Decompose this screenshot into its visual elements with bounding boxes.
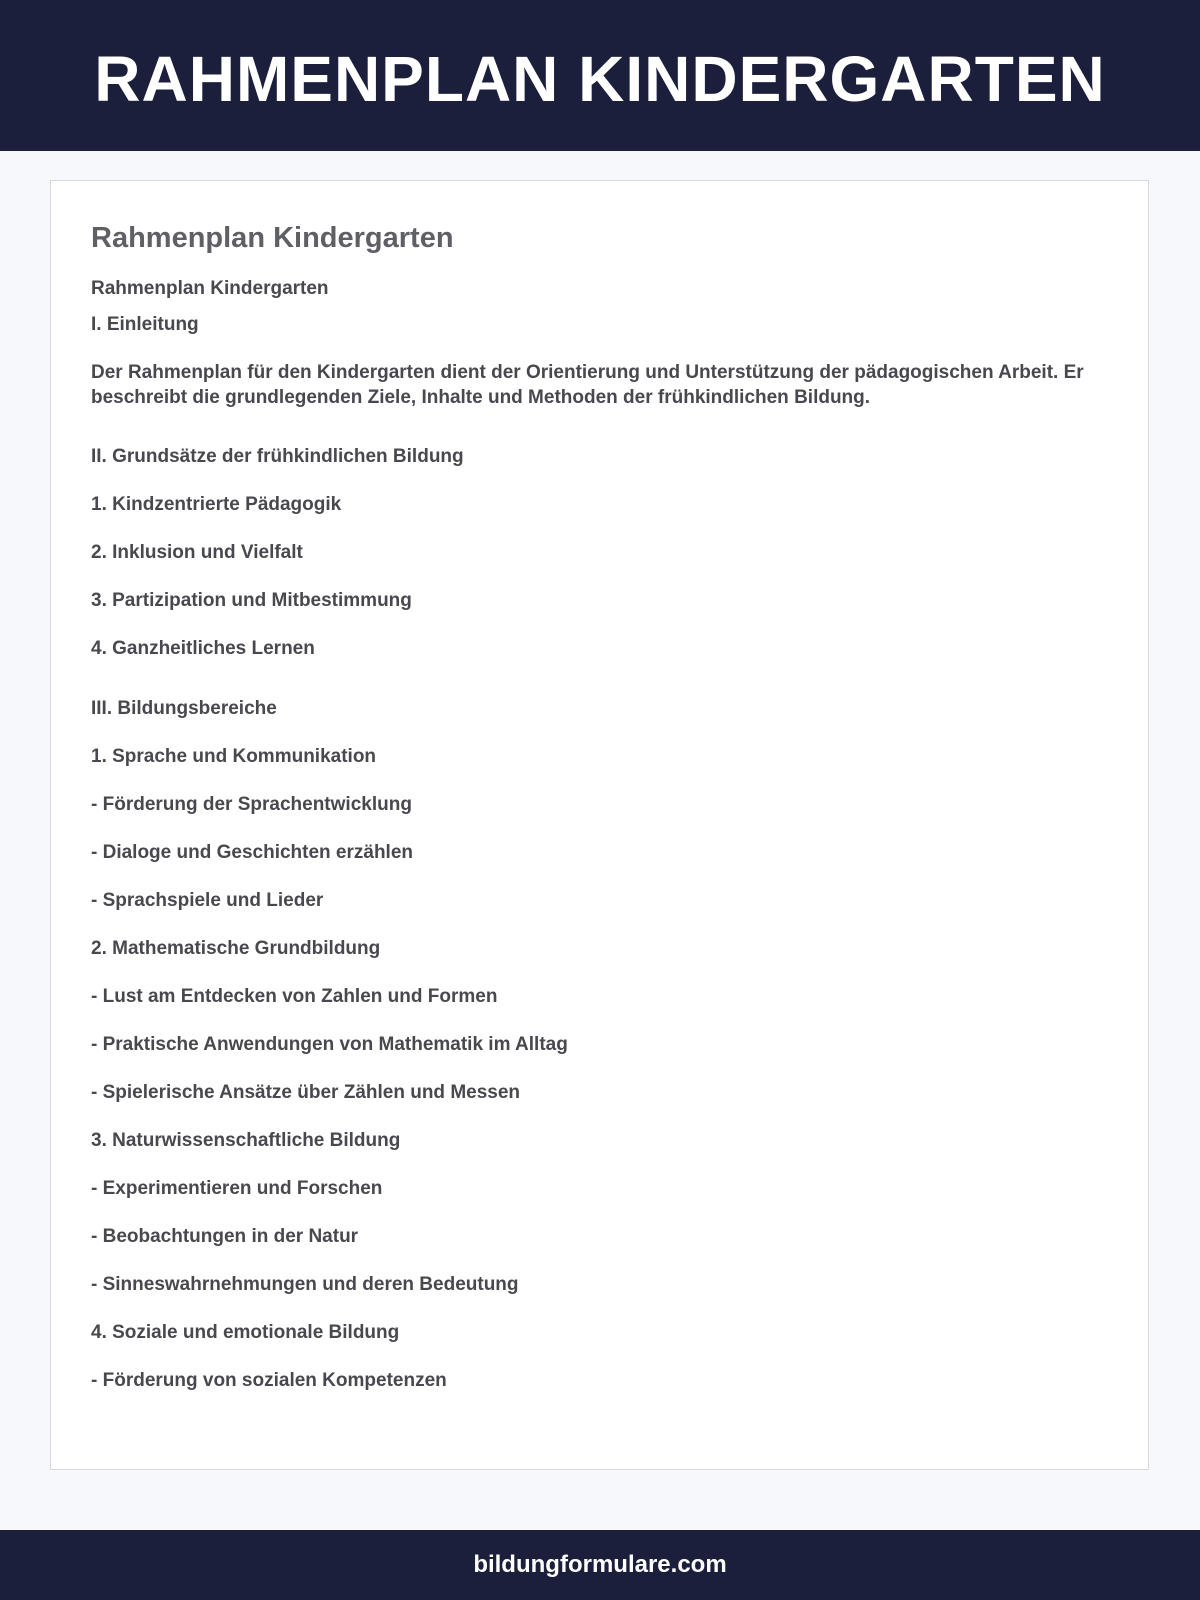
list-item: 2. Inklusion und Vielfalt	[91, 542, 303, 563]
header-title: RAHMENPLAN KINDERGARTEN	[94, 42, 1106, 115]
section-title-einleitung: I. Einleitung	[91, 314, 199, 335]
section-text-einleitung: Der Rahmenplan für den Kindergarten dient der Orientierung und Unterstützung der pädagogischen Arbeit. Er beschreibt die grundlegenden Ziele, Inhalte und Methoden der frühkindlichen Bildung.	[91, 362, 1084, 408]
list-item: - Förderung der Sprachentwicklung	[91, 794, 412, 815]
list-item: - Dialoge und Geschichten erzählen	[91, 842, 414, 863]
list-item: 3. Naturwissenschaftliche Bildung	[91, 1130, 401, 1151]
document-heading: Rahmenplan Kindergarten	[91, 222, 454, 254]
page-footer	[0, 1530, 1200, 1600]
list-item: 1. Sprache und Kommunikation	[91, 746, 377, 767]
section-title-bildungsbereiche: III. Bildungsbereiche	[91, 698, 277, 719]
page-header	[0, 0, 1200, 151]
list-item: - Sprachspiele und Lieder	[91, 890, 324, 911]
list-item: - Beobachtungen in der Natur	[91, 1226, 359, 1247]
list-item: 2. Mathematische Grundbildung	[91, 938, 381, 959]
list-item: - Sinneswahrnehmungen und deren Bedeutung	[91, 1274, 519, 1295]
list-item: 3. Partizipation und Mitbestimmung	[91, 590, 412, 611]
document-subheading: Rahmenplan Kindergarten	[91, 278, 329, 299]
list-item: 4. Soziale und emotionale Bildung	[91, 1322, 400, 1343]
list-item: - Lust am Entdecken von Zahlen und Formen	[91, 986, 498, 1007]
list-item: - Förderung von sozialen Kompetenzen	[91, 1370, 447, 1391]
footer-site: bildungformulare.com	[473, 1551, 727, 1578]
list-item: - Experimentieren und Forschen	[91, 1178, 383, 1199]
list-item: 1. Kindzentrierte Pädagogik	[91, 494, 342, 515]
document-card	[50, 180, 1149, 1470]
section-title-grundsaetze: II. Grundsätze der frühkindlichen Bildung	[91, 446, 464, 467]
list-item: 4. Ganzheitliches Lernen	[91, 638, 315, 659]
list-item: - Praktische Anwendungen von Mathematik im Alltag	[91, 1034, 568, 1055]
list-item: - Spielerische Ansätze über Zählen und Messen	[91, 1082, 521, 1103]
